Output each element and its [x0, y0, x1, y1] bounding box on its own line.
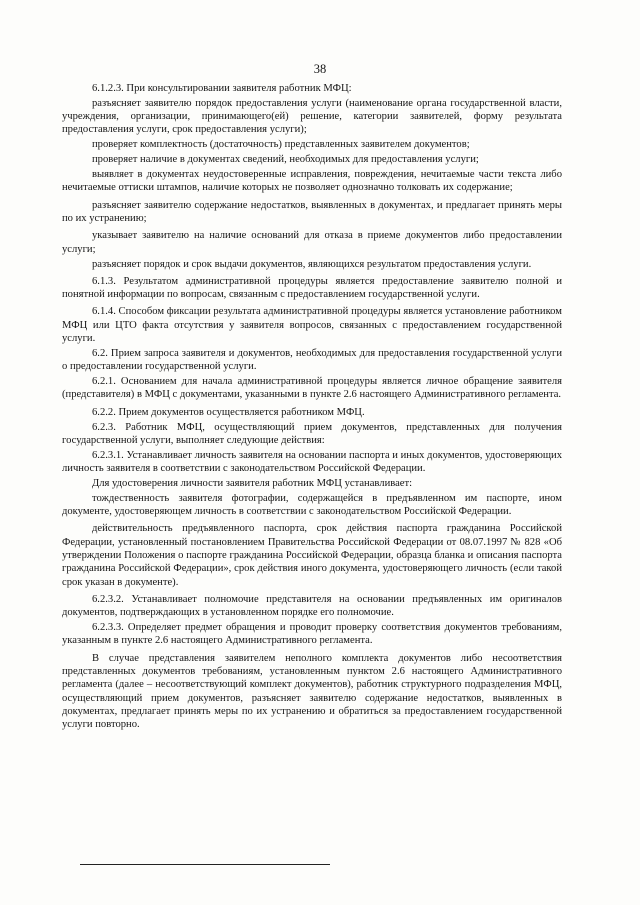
paragraph-passport-validity: действительность предъявленного паспорта, срок действия паспорта гражданина Российской Федерации, установленный постановлением Правительства Российской Федерации от 08.07.1997 № 828 «Об утверждении Положения о паспорте гражданина Российской Федерации, образца бланка и описания паспорта гражданина Российской Федерации», срок действия иного документа, удостоверяющего личность (если такой срок указан в документе). [62, 523, 562, 588]
paragraph-refusal-grounds: указывает заявителю на наличие оснований для отказа в приеме документов либо предоставлении услуги; [62, 230, 562, 255]
paragraph-checks-completeness: проверяет комплектность (достаточность) представленных заявителем документов; [92, 139, 470, 151]
paragraph-6-2-3-1: 6.2.3.1. Устанавливает личность заявителя на основании паспорта и иных документов, удостоверяющих личность заявителя в соответствии с законодательством Российской Федерации. [62, 449, 562, 475]
paragraph-photo-identity: тождественность заявителя фотографии, содержащейся в предъявленном им паспорте, ином документе, удостоверяющем личность в соответствии с законодательством Российской Федерации. [62, 492, 562, 518]
paragraph-6-2: 6.2. Прием запроса заявителя и документов, необходимых для предоставления государственной услуги о предоставлении государственной услуги. [62, 347, 562, 373]
paragraph-identity-intro: Для удостоверения личности заявителя работник МФЦ устанавливает: [92, 477, 413, 489]
paragraph-6-2-3: 6.2.3. Работник МФЦ, осуществляющий прием документов, представленных для получения государственной услуги, выполняет следующие действия: [62, 421, 562, 446]
paragraph-6-2-2: 6.2.2. Прием документов осуществляется работником МФЦ. [92, 406, 365, 418]
footer-rule [80, 864, 330, 865]
paragraph-checks-information: проверяет наличие в документах сведений, необходимых для предоставления услуги; [92, 154, 479, 166]
paragraph-6-1-3: 6.1.3. Результатом административной процедуры является предоставление заявителю полной и понятной информации по вопросам, связанным с предоставлением государственной услуги. [62, 275, 562, 301]
paragraph-6-2-3-3: 6.2.3.3. Определяет предмет обращения и проводит проверку соответствия документов требованиям, указанным в пункте 2.6 настоящего Административного регламента. [62, 622, 562, 647]
paragraph-6-2-1: 6.2.1. Основанием для начала административной процедуры является личное обращение заявителя (представителя) в МФЦ с документами, указанными в пункте 2.6 настоящего Административного регламента. [62, 376, 562, 401]
document-body [62, 82, 562, 733]
paragraph-6-1-2-3: 6.1.2.3. При консультировании заявителя работник МФЦ: [92, 83, 352, 94]
paragraph-explains-procedure: разъясняет заявителю порядок предоставления услуги (наименование органа государственной власти, учреждения, организации, принимающего(ей) решение, категории заявителей, форму результата предоставления услуги, срок предоставления услуги); [62, 97, 562, 136]
paragraph-detects-corrections: выявляет в документах неудостоверенные исправления, повреждения, нечитаемые части текста либо нечитаемые оттиски штампов, наличие которых не позволяет однозначно толковать их содержание; [62, 169, 562, 194]
paragraph-6-2-3-2: 6.2.3.2. Устанавливает полномочие представителя на основании предъявленных им оригиналов документов, подтверждающих в установленном порядке его полномочие. [62, 593, 562, 619]
paragraph-issuance-order: разъясняет порядок и срок выдачи документов, являющихся результатом предоставления услуги. [92, 258, 532, 270]
paragraph-6-1-4: 6.1.4. Способом фиксации результата административной процедуры является установление работником МФЦ или ЦТО факта отсутствия у заявителя вопросов, связанных с предоставлением государственной услуги. [62, 306, 562, 345]
paragraph-incomplete-set: В случае представления заявителем неполного комплекта документов либо несоответствия представленных документов требованиям, установленным пунктом 2.6 настоящего Административного регламента (далее – несоответствующий комплект документов), работник структурного подразделения МФЦ, осуществляющий прием документов, разъясняет заявителю содержание недостатков, выявленных в документах, предлагает принять меры по их устранению и обратиться за предоставлением государственной услуги повторно. [62, 652, 562, 731]
page-number: 38 [313, 62, 327, 76]
paragraph-explains-defects: разъясняет заявителю содержание недостатков, выявленных в документах, и предлагает принять меры по их устранению; [62, 199, 562, 225]
